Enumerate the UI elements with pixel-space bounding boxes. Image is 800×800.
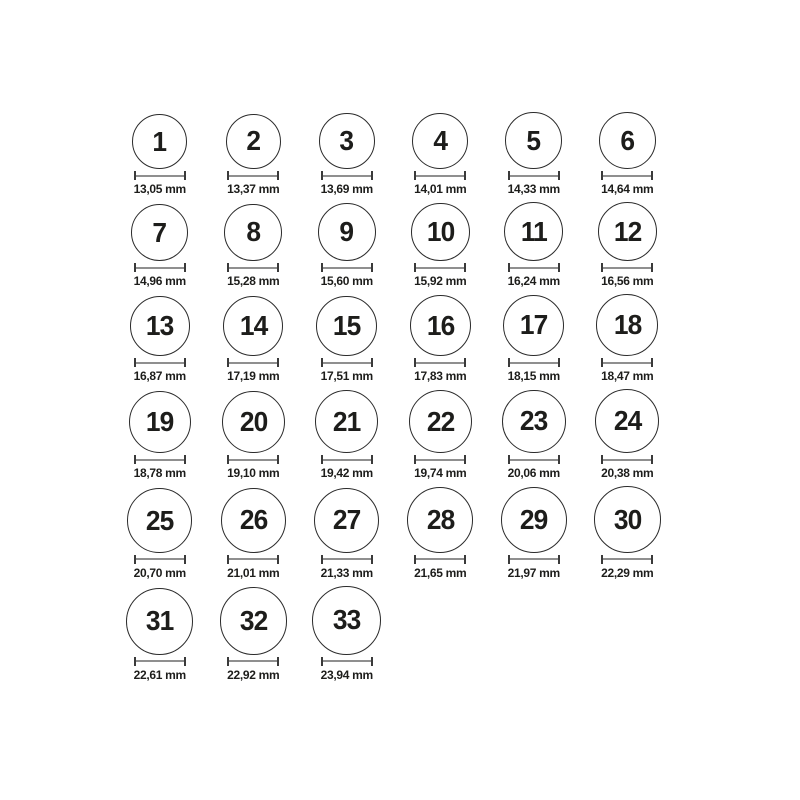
diameter-measure-line <box>508 263 560 272</box>
ring-size-number: 13 <box>146 310 174 342</box>
measure-tick-right <box>371 171 373 180</box>
diameter-measure-line <box>134 555 186 564</box>
ring-circle <box>598 202 657 261</box>
ring-size-number: 32 <box>239 604 267 636</box>
ring-size-cell <box>207 587 301 681</box>
ring-size-cell <box>300 296 394 384</box>
ring-circle <box>312 586 381 655</box>
diameter-measure-line <box>227 455 279 464</box>
ring-size-cell <box>300 203 394 288</box>
diameter-measure-line <box>321 358 373 367</box>
ring-size-row <box>113 389 679 480</box>
diameter-measure-line <box>227 263 279 272</box>
ring-size-cell <box>300 113 394 196</box>
ring-size-cell <box>113 588 207 682</box>
measure-tick-right <box>371 358 373 367</box>
diameter-measure-line <box>508 171 560 180</box>
ring-size-number: 7 <box>152 216 167 248</box>
diameter-label: 22,61 mm <box>133 667 186 682</box>
measure-tick-right <box>558 455 560 464</box>
ring-size-cell <box>207 488 301 580</box>
diameter-label: 23,94 mm <box>320 667 373 682</box>
ring-size-cell <box>300 586 394 682</box>
diameter-measure-line <box>414 455 466 464</box>
measure-tick-left <box>134 455 136 464</box>
diameter-label: 18,47 mm <box>601 369 654 384</box>
ring-size-cell <box>581 389 675 480</box>
measure-tick-right <box>558 358 560 367</box>
measure-tick-left <box>227 358 229 367</box>
ring-circle <box>502 390 566 454</box>
diameter-label: 21,97 mm <box>507 565 560 580</box>
measure-rule <box>134 267 186 269</box>
ring-circle <box>505 112 562 169</box>
ring-size-cell <box>113 296 207 383</box>
measure-rule <box>601 362 653 364</box>
measure-tick-right <box>277 555 279 564</box>
diameter-label: 13,69 mm <box>320 182 373 196</box>
ring-size-row <box>113 202 679 288</box>
measure-tick-left <box>321 555 323 564</box>
ring-circle <box>412 113 468 169</box>
diameter-measure-line <box>227 171 279 180</box>
measure-tick-right <box>371 657 373 666</box>
ring-circle <box>407 487 473 553</box>
measure-rule <box>414 267 466 269</box>
measure-tick-left <box>508 455 510 464</box>
measure-rule <box>227 175 279 177</box>
measure-tick-right <box>371 455 373 464</box>
ring-size-number: 29 <box>520 503 548 535</box>
measure-tick-left <box>321 358 323 367</box>
ring-circle <box>130 296 190 356</box>
diameter-measure-line <box>321 171 373 180</box>
ring-circle <box>315 390 378 453</box>
ring-circle <box>594 486 661 553</box>
diameter-measure-line <box>134 171 186 180</box>
ring-circle <box>319 113 375 169</box>
ring-size-number: 19 <box>146 406 174 438</box>
measure-tick-right <box>558 555 560 564</box>
measure-tick-right <box>277 657 279 666</box>
measure-tick-left <box>321 455 323 464</box>
measure-tick-left <box>134 263 136 272</box>
measure-tick-right <box>651 358 653 367</box>
measure-tick-left <box>134 657 136 666</box>
measure-tick-left <box>414 171 416 180</box>
diameter-label: 22,29 mm <box>601 565 654 580</box>
measure-tick-left <box>414 358 416 367</box>
measure-tick-left <box>508 555 510 564</box>
ring-size-number: 1 <box>152 125 167 157</box>
measure-tick-left <box>508 358 510 367</box>
ring-size-number: 33 <box>333 604 361 636</box>
ring-circle <box>131 204 188 261</box>
diameter-measure-line <box>227 657 279 666</box>
ring-circle <box>129 391 191 453</box>
diameter-label: 16,24 mm <box>507 274 560 289</box>
diameter-label: 13,37 mm <box>227 182 280 196</box>
ring-size-number: 9 <box>339 216 354 248</box>
measure-rule <box>321 267 373 269</box>
ring-size-cell <box>113 204 207 288</box>
ring-size-cell <box>487 202 581 288</box>
ring-size-cell <box>207 114 301 196</box>
measure-rule <box>414 558 466 560</box>
ring-size-cell <box>487 487 581 580</box>
diameter-label: 14,96 mm <box>133 274 186 289</box>
ring-size-number: 6 <box>620 124 635 156</box>
measure-tick-right <box>558 263 560 272</box>
diameter-label: 20,06 mm <box>507 466 560 481</box>
diameter-measure-line <box>321 555 373 564</box>
ring-size-number: 14 <box>239 310 267 342</box>
ring-circle <box>222 391 285 454</box>
diameter-label: 13,05 mm <box>133 182 186 196</box>
ring-circle <box>504 202 563 261</box>
ring-size-cell <box>113 114 207 196</box>
ring-circle <box>599 112 656 169</box>
ring-circle <box>127 488 192 553</box>
ring-size-cell <box>581 202 675 288</box>
ring-circle <box>501 487 567 553</box>
ring-size-number: 27 <box>333 504 361 536</box>
diameter-label: 15,28 mm <box>227 274 280 289</box>
diameter-measure-line <box>508 455 560 464</box>
ring-circle <box>226 114 281 169</box>
measure-tick-right <box>464 171 466 180</box>
ring-circle <box>314 488 379 553</box>
diameter-measure-line <box>227 358 279 367</box>
ring-size-row <box>113 586 679 682</box>
ring-size-number: 26 <box>239 504 267 536</box>
measure-tick-left <box>134 555 136 564</box>
measure-tick-right <box>277 455 279 464</box>
ring-circle <box>409 390 472 453</box>
diameter-label: 19,74 mm <box>414 466 467 481</box>
diameter-label: 21,33 mm <box>320 565 373 580</box>
ring-size-number: 12 <box>613 215 641 247</box>
diameter-measure-line <box>414 263 466 272</box>
ring-size-cell <box>113 391 207 480</box>
measure-rule <box>414 459 466 461</box>
measure-tick-left <box>414 555 416 564</box>
measure-tick-left <box>321 263 323 272</box>
measure-rule <box>134 660 186 662</box>
ring-size-cell <box>581 486 675 580</box>
measure-tick-left <box>508 171 510 180</box>
measure-rule <box>321 362 373 364</box>
measure-tick-left <box>508 263 510 272</box>
ring-size-cell <box>207 296 301 383</box>
measure-rule <box>414 175 466 177</box>
ring-circle <box>318 203 376 261</box>
measure-tick-right <box>371 555 373 564</box>
measure-rule <box>321 175 373 177</box>
ring-size-number: 24 <box>613 405 641 437</box>
measure-rule <box>134 362 186 364</box>
ring-size-number: 10 <box>426 216 454 248</box>
diameter-label: 20,70 mm <box>133 565 186 580</box>
ring-size-cell <box>300 488 394 580</box>
measure-tick-right <box>558 171 560 180</box>
diameter-measure-line <box>321 263 373 272</box>
diameter-measure-line <box>508 555 560 564</box>
measure-tick-right <box>651 263 653 272</box>
measure-rule <box>508 558 560 560</box>
ring-circle <box>221 488 286 553</box>
diameter-measure-line <box>321 455 373 464</box>
measure-rule <box>134 175 186 177</box>
measure-tick-right <box>184 555 186 564</box>
ring-circle <box>410 295 471 356</box>
diameter-label: 21,65 mm <box>414 565 467 580</box>
measure-tick-left <box>321 171 323 180</box>
ring-size-cell <box>394 203 488 289</box>
ring-size-cell <box>394 295 488 383</box>
ring-size-row <box>113 112 679 196</box>
ring-size-chart <box>113 112 679 688</box>
ring-size-number: 28 <box>426 504 454 536</box>
ring-size-cell <box>113 488 207 580</box>
measure-tick-left <box>601 263 603 272</box>
ring-size-number: 20 <box>239 406 267 438</box>
measure-tick-right <box>184 263 186 272</box>
diameter-label: 19,42 mm <box>320 466 373 481</box>
measure-tick-left <box>321 657 323 666</box>
measure-tick-right <box>464 555 466 564</box>
measure-tick-left <box>601 171 603 180</box>
diameter-label: 21,01 mm <box>227 565 280 580</box>
measure-tick-right <box>184 657 186 666</box>
measure-rule <box>321 660 373 662</box>
measure-tick-right <box>464 263 466 272</box>
ring-circle <box>316 296 377 357</box>
diameter-label: 20,38 mm <box>601 466 654 481</box>
measure-tick-left <box>414 263 416 272</box>
diameter-measure-line <box>227 555 279 564</box>
ring-circle <box>132 114 187 169</box>
ring-size-number: 16 <box>426 309 454 341</box>
measure-rule <box>321 459 373 461</box>
diameter-measure-line <box>134 263 186 272</box>
diameter-measure-line <box>601 263 653 272</box>
measure-rule <box>227 660 279 662</box>
measure-rule <box>414 362 466 364</box>
ring-size-cell <box>487 390 581 481</box>
measure-tick-right <box>277 358 279 367</box>
diameter-label: 14,01 mm <box>414 182 467 196</box>
ring-size-cell <box>581 294 675 383</box>
ring-size-cell <box>207 204 301 289</box>
ring-size-number: 18 <box>613 309 641 341</box>
ring-circle <box>220 587 287 654</box>
ring-size-cell <box>207 391 301 481</box>
ring-circle <box>223 296 283 356</box>
measure-rule <box>134 558 186 560</box>
ring-size-number: 25 <box>146 504 174 536</box>
diameter-measure-line <box>601 171 653 180</box>
diameter-label: 18,15 mm <box>507 369 560 384</box>
measure-tick-right <box>277 263 279 272</box>
ring-size-number: 2 <box>246 125 261 157</box>
measure-tick-left <box>227 171 229 180</box>
measure-rule <box>227 558 279 560</box>
measure-tick-right <box>184 358 186 367</box>
ring-circle <box>595 389 659 453</box>
measure-rule <box>601 558 653 560</box>
ring-circle <box>224 204 282 262</box>
ring-size-row <box>113 486 679 580</box>
measure-tick-left <box>414 455 416 464</box>
diameter-label: 15,92 mm <box>414 274 467 289</box>
diameter-label: 16,87 mm <box>133 369 186 384</box>
measure-rule <box>227 459 279 461</box>
measure-tick-left <box>134 358 136 367</box>
measure-tick-left <box>227 263 229 272</box>
measure-rule <box>601 267 653 269</box>
measure-tick-right <box>371 263 373 272</box>
measure-rule <box>227 267 279 269</box>
diameter-measure-line <box>414 358 466 367</box>
diameter-label: 15,60 mm <box>320 274 373 289</box>
ring-size-cell <box>487 295 581 383</box>
measure-rule <box>601 175 653 177</box>
ring-size-number: 17 <box>520 309 548 341</box>
ring-size-number: 23 <box>520 405 548 437</box>
diameter-label: 14,33 mm <box>507 182 560 196</box>
measure-tick-left <box>601 455 603 464</box>
measure-rule <box>321 558 373 560</box>
ring-size-number: 30 <box>613 503 641 535</box>
measure-rule <box>508 175 560 177</box>
ring-size-number: 31 <box>146 605 174 637</box>
diameter-measure-line <box>601 358 653 367</box>
measure-tick-left <box>227 555 229 564</box>
measure-rule <box>601 459 653 461</box>
ring-size-number: 3 <box>339 125 354 157</box>
ring-size-number: 5 <box>526 124 541 156</box>
ring-size-number: 21 <box>333 405 361 437</box>
diameter-label: 19,10 mm <box>227 466 280 481</box>
measure-tick-right <box>651 171 653 180</box>
diameter-measure-line <box>414 555 466 564</box>
measure-tick-right <box>184 171 186 180</box>
diameter-label: 17,83 mm <box>414 369 467 384</box>
ring-size-number: 22 <box>426 405 454 437</box>
measure-tick-right <box>184 455 186 464</box>
ring-circle <box>596 294 658 356</box>
ring-size-number: 4 <box>433 124 448 156</box>
measure-rule <box>134 459 186 461</box>
measure-tick-left <box>227 455 229 464</box>
ring-circle <box>126 588 193 655</box>
measure-tick-left <box>227 657 229 666</box>
ring-size-cell <box>487 112 581 196</box>
ring-size-cell <box>300 390 394 480</box>
measure-tick-right <box>464 358 466 367</box>
ring-size-cell <box>394 390 488 480</box>
diameter-label: 17,51 mm <box>320 369 373 384</box>
measure-rule <box>508 362 560 364</box>
measure-rule <box>508 459 560 461</box>
diameter-measure-line <box>134 358 186 367</box>
measure-tick-right <box>464 455 466 464</box>
diameter-measure-line <box>134 657 186 666</box>
diameter-measure-line <box>134 455 186 464</box>
diameter-label: 17,19 mm <box>227 369 280 384</box>
ring-circle <box>503 295 564 356</box>
ring-size-row <box>113 294 679 383</box>
diameter-measure-line <box>321 657 373 666</box>
ring-size-number: 8 <box>246 216 261 248</box>
ring-size-cell <box>394 113 488 196</box>
diameter-label: 16,56 mm <box>601 274 654 289</box>
measure-rule <box>227 362 279 364</box>
diameter-measure-line <box>414 171 466 180</box>
measure-tick-left <box>601 555 603 564</box>
ring-size-number: 11 <box>520 215 547 247</box>
measure-tick-left <box>601 358 603 367</box>
diameter-measure-line <box>601 555 653 564</box>
measure-tick-right <box>277 171 279 180</box>
ring-circle <box>411 203 470 262</box>
diameter-measure-line <box>601 455 653 464</box>
diameter-measure-line <box>508 358 560 367</box>
measure-tick-right <box>651 455 653 464</box>
measure-tick-left <box>134 171 136 180</box>
diameter-label: 18,78 mm <box>133 466 186 481</box>
ring-size-cell <box>394 487 488 580</box>
measure-rule <box>508 267 560 269</box>
diameter-label: 22,92 mm <box>227 667 280 682</box>
ring-size-cell <box>581 112 675 196</box>
ring-size-number: 15 <box>333 309 361 341</box>
diameter-label: 14,64 mm <box>601 182 654 196</box>
measure-tick-right <box>651 555 653 564</box>
